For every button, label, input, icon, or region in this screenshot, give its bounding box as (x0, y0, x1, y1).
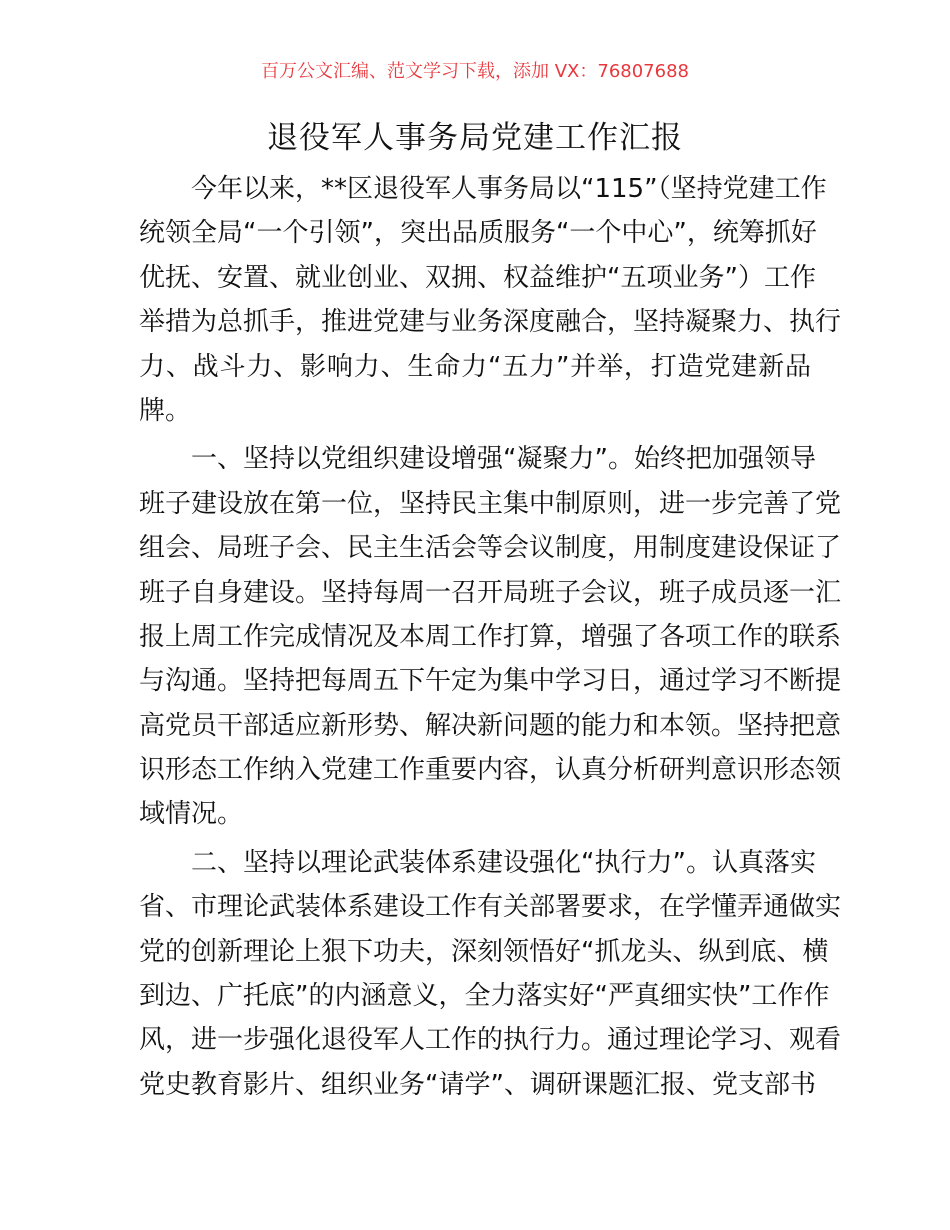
text-line: 党的创新理论上狠下功夫，深刻领悟好“抓龙头、纵到底、横 (139, 936, 829, 967)
text-line: 今年以来，**区退役军人事务局以“115”（坚持党建工作 (191, 174, 827, 204)
watermark-banner: 百万公文汇编、范文学习下载，添加 VX：76807688 (261, 61, 689, 82)
text-line: 举措为总抓手，推进党建与业务深度融合，坚持凝聚力、执行 (139, 307, 842, 338)
paragraph (139, 437, 842, 837)
text-line: 与沟通。坚持把每周五下午定为集中学习日，通过学习不断提 (139, 666, 842, 697)
text-line: 一、坚持以党组织建设增强“凝聚力”。始终把加强领导 (191, 444, 816, 475)
text-line: 党史教育影片、组织业务“请学”、调研课题汇报、党支部书 (139, 1069, 816, 1100)
text-line: 组会、局班子会、民主生活会等会议制度，用制度建设保证了 (139, 533, 842, 564)
text-line: 省、市理论武装体系建设工作有关部署要求，在学懂弄通做实 (139, 892, 842, 923)
text-line: 报上周工作完成情况及本周工作打算，增强了各项工作的联系 (139, 621, 842, 652)
text-line: 统领全局“一个引领”，突出品质服务“一个中心”，统筹抓好 (139, 218, 817, 249)
document-body (139, 167, 842, 1111)
paragraph (139, 841, 842, 1107)
document-title: 退役军人事务局党建工作汇报 (267, 120, 683, 156)
text-line: 识形态工作纳入党建工作重要内容，认真分析研判意识形态领 (139, 755, 842, 786)
text-line: 高党员干部适应新形势、解决新问题的能力和本领。坚持把意 (139, 710, 842, 741)
text-line: 优抚、安置、就业创业、双拥、权益维护“五项业务”）工作 (139, 262, 816, 293)
text-line: 力、战斗力、影响力、生命力“五力”并举，打造党建新品 (139, 351, 811, 382)
text-line: 班子建设放在第一位，坚持民主集中制原则，进一步完善了党 (139, 488, 842, 519)
paragraph (139, 167, 842, 433)
text-line: 风，进一步强化退役军人工作的执行力。通过理论学习、观看 (139, 1025, 842, 1056)
text-line: 二、坚持以理论武装体系建设强化“执行力”。认真落实 (191, 847, 816, 878)
text-line: 到边、广托底”的内涵意义，全力落实好“严真细实快”工作作 (139, 981, 830, 1012)
text-line: 域情况。 (139, 799, 244, 830)
text-line: 班子自身建设。坚持每周一召开局班子会议，班子成员逐一汇 (139, 577, 842, 608)
text-line: 牌。 (139, 395, 192, 426)
